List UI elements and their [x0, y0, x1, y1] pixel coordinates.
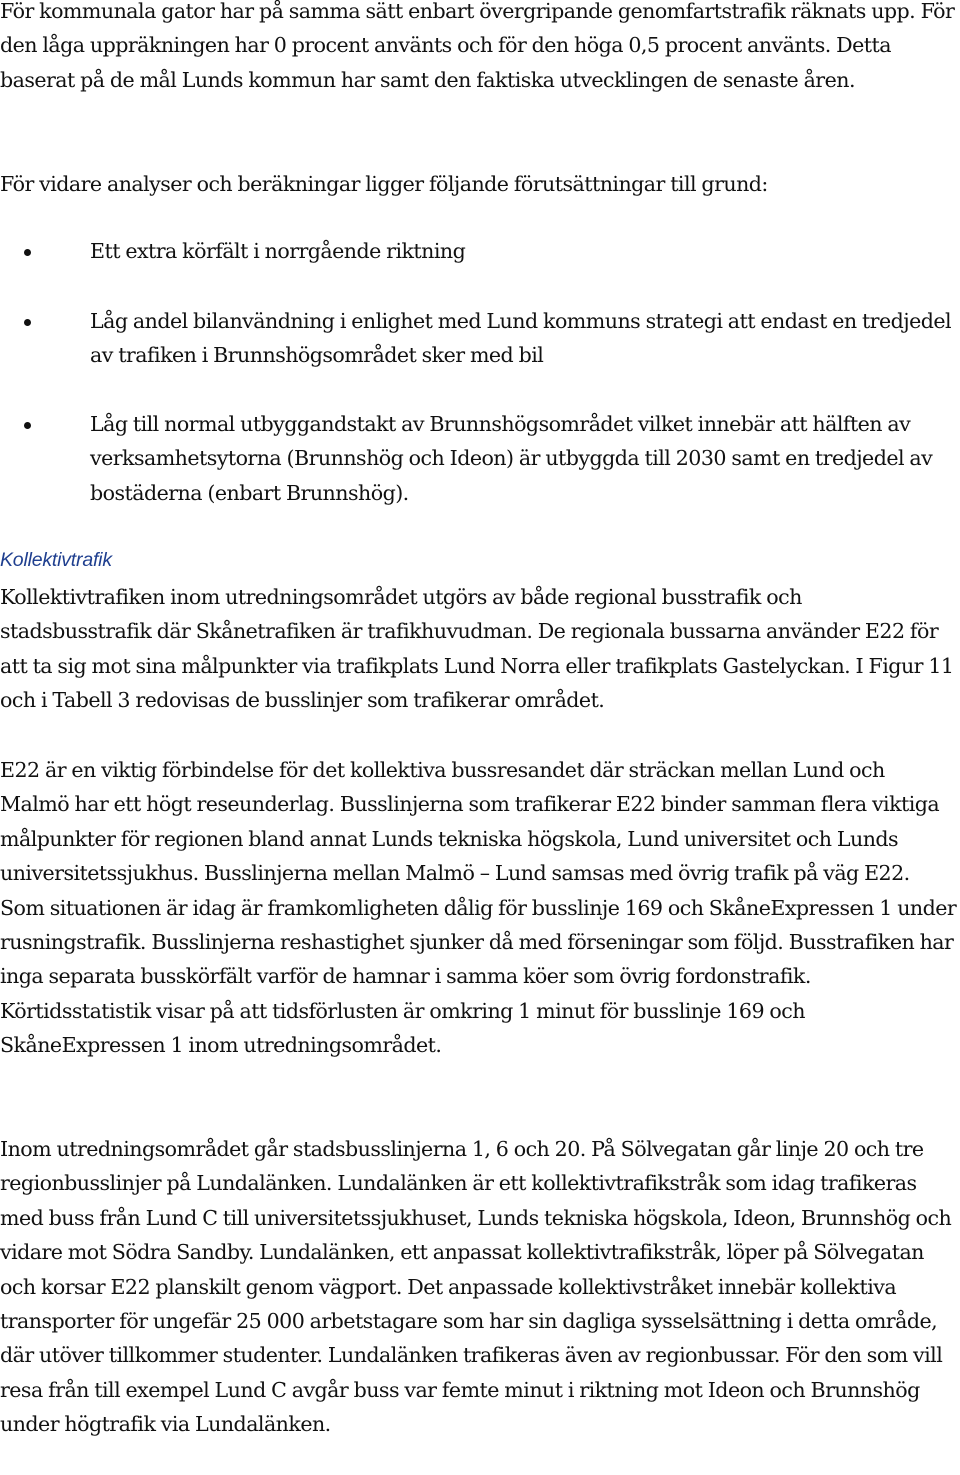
- section-paragraph-2: E22 är en viktig förbindelse för det kollektiva bussresandet där sträckan mellan Lund och Malmö har ett högt reseunderlag. Busslinjerna som trafikerar E22 binder samman flera viktiga målpunkter för regionen bland annat Lunds tekniska högskola, Lund universitet och Lunds universitetssjukhus. Busslinjerna mellan Malmö – Lund samsas med övrig trafik på väg E22. Som situationen är idag är framkomligheten dålig för busslinje 169 och SkåneExpressen 1 under rusningstrafik. Busslinjerna reshastighet sjunker då med förseningar som följd. Busstrafiken har inga separata busskörfält varför de hamnar i samma köer som övrig fordonstrafik. Körtidsstatistik visar på att tidsförlusten är omkring 1 minut för busslinje 169 och SkåneExpressen 1 inom utredningsområdet.: [0, 758, 957, 1058]
- bullet-icon: [24, 319, 31, 326]
- section-heading: Kollektivtrafik: [0, 549, 112, 571]
- bullet-icon: [24, 249, 31, 256]
- list-item-text: Ett extra körfält i norrgående riktning: [90, 239, 466, 263]
- section-paragraph-1: Kollektivtrafiken inom utredningsområdet utgörs av både regional busstrafik och stadsbusstrafik där Skånetrafiken är trafikhuvudman. De regionala bussarna använder E22 för att ta sig mot sina målpunkter via trafikplats Lund Norra eller trafikplats Gastelyckan. I Figur 11 och i Tabell 3 redovisas de busslinjer som trafikerar området.: [0, 585, 954, 713]
- list-item-text: Låg till normal utbyggandstakt av Brunnshögsområdet vilket innebär att hälften av verksamhetsytorna (Brunnshög och Ideon) är utbyggda till 2030 samt en tredjedel av bostäderna (enbart Brunnshög).: [90, 412, 933, 505]
- intro-paragraph: För kommunala gator har på samma sätt enbart övergripande genomfartstrafik räknats upp. För den låga uppräkningen har 0 procent använts och för den höga 0,5 procent använts. Detta baserat på de mål Lunds kommun har samt den faktiska utvecklingen de senaste åren.: [0, 0, 955, 92]
- bullet-icon: [24, 422, 31, 429]
- section-paragraph-3: Inom utredningsområdet går stadsbusslinjerna 1, 6 och 20. På Sölvegatan går linje 20 och tre regionbusslinjer på Lundalänken. Lundalänken är ett kollektivtrafikstråk som idag trafikeras med buss från Lund C till universitetssjukhuset, Lunds tekniska högskola, Ideon, Brunnshög och vidare mot Södra Sandby. Lundalänken, ett anpassat kollektivtrafikstråk, löper på Sölvegatan och korsar E22 planskilt genom vägport. Det anpassade kollektivstråket innebär kollektiva transporter för ungefär 25 000 arbetstagare som har sin dagliga sysselsättning i detta område, där utöver tillkommer studenter. Lundalänken trafikeras även av regionbussar. För den som vill resa från till exempel Lund C avgår buss var femte minut i riktning mot Ideon och Brunnshög under högtrafik via Lundalänken.: [0, 1137, 952, 1437]
- list-item-text: Låg andel bilanvändning i enlighet med Lund kommuns strategi att endast en tredjedel av trafiken i Brunnshögsområdet sker med bil: [90, 309, 952, 368]
- assumptions-paragraph: För vidare analyser och beräkningar ligger följande förutsättningar till grund:: [0, 172, 768, 196]
